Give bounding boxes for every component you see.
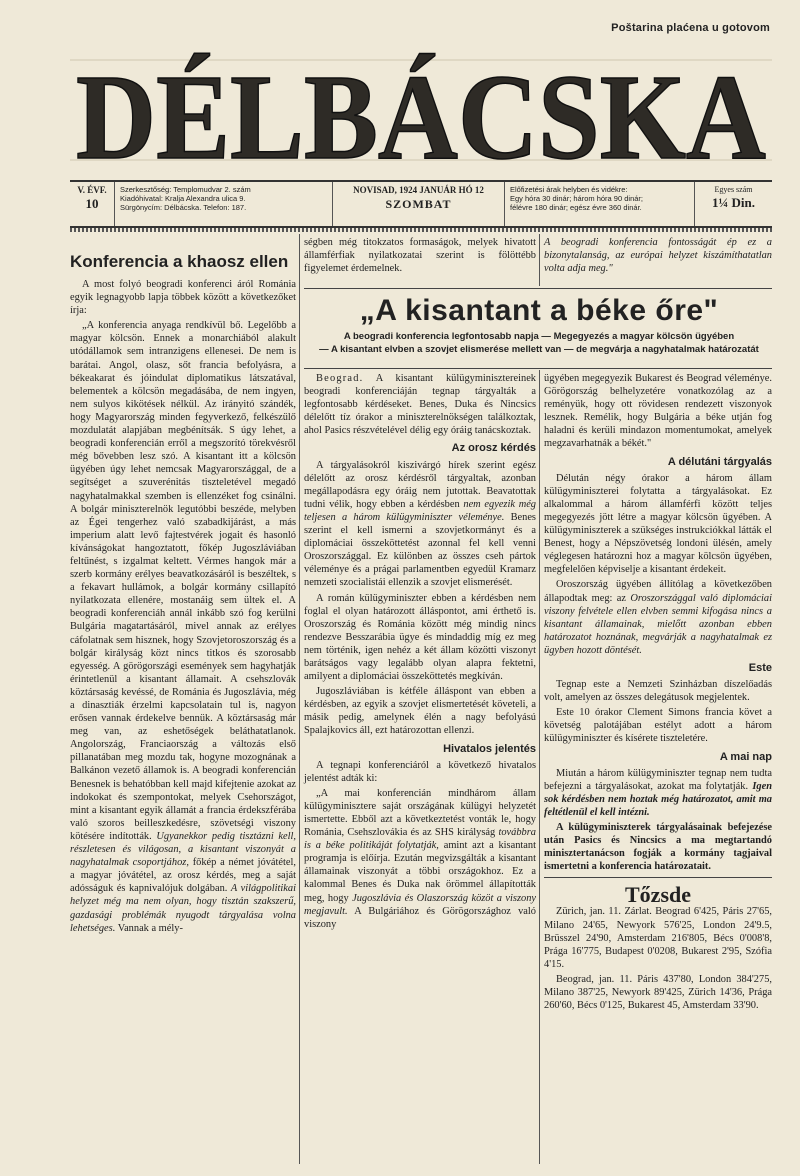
paragraph: A beogradi konferencia fontosságát ép ez a bizonytalanság, az európai helyzet kiszámíthatatlan volta adja meg.": [544, 237, 772, 275]
headline-subtitle: — A kisantant elvben a szovjet elismerése mellett van — de megvárja a nagyhatalmak határozatát: [319, 344, 759, 355]
paragraph: A külügyminiszterek tárgyalásainak befejezése után Pasics és Nincsics a ma megtartandó minisztertanácson fogják a kormány tagjaival ismertetni a konferencia határozatait.: [544, 822, 772, 873]
italic-run: Oroszországgal való diplomáciai viszony felvétele ellen elvben semmi kifogása nincs a kisantant államainak, mielőtt azonban ebben határozatot hoznának, megvárják a nagyhatalmak ez ügyben hozott döntését.: [544, 592, 772, 656]
price-box: [695, 182, 772, 226]
headline-subtitle: A beogradi konferencia legfontosabb napja — Megegyezés a magyar kölcsön ügyében: [343, 331, 735, 342]
text-run: A kisantant külügyminisztereinek beogradi konferenciáján tegnap tárgyalták a legfontosabb kérdéseket. Benes, Duka és Nincsics délelőtt tíz órakor a miniszterelnökségen találkoztak, ahol Pasics részvételével délig egy óráig tanácskoztak.: [304, 373, 536, 437]
volume-label: V. ÉVF.: [77, 185, 107, 195]
paragraph: ségben még titokzatos formaságok, melyek hivatott államférfiak nyilatkozatai szerint is fölöttébb figyelemet érdemelnek.: [304, 237, 536, 275]
italic-run: A világpolitikai helyzet még ma nem olyan, hogy tisztán szakszerű, gazdasági problémák nyugodt tárgyalása volna lehetséges.: [70, 883, 296, 934]
subscription-box: [505, 182, 695, 226]
tozsde-heading: Tőzsde: [625, 882, 691, 908]
text-run: főkép a német jóvátétel, a magyar jóvátétel, az orosz kérdés, meg a saját adósságuk és kapnivalójuk dolgában.: [70, 857, 296, 895]
masthead-title: DÉLBÁCSKA: [76, 50, 766, 178]
price-value: 1¼ Din.: [712, 195, 755, 210]
headline-rule: [304, 288, 772, 289]
italic-run: nem egyezik még teljesen a három külügyminiszter véleménye.: [304, 498, 537, 523]
paragraph: A most folyó beogradi konferenci áról Románia egyik legnagyobb lapja többek között a következőket írja:: [70, 279, 296, 317]
italic-run: Jugoszlávia és Olaszország közöt a viszony megjavult.: [304, 892, 536, 917]
text-run: „A konferencia anyaga rendkívül bő. Legelőbb a magyar kölcsön. Ennek a monarchiából alakult utódállamok sem intranzigens ellenesei. De nem is barátai. Angol, olasz, sőt francia befolyásra, a békeakarat és jóindulat diplomatikus látszatával, belementek a kölcsön megadásába, de nem ingyen, nem sulyos kikötések nélkül. Az irányitó szándék, hogy Magyarország minden fegyverkező, felkészülő mozdulatát alapjában megbénítsák. S úgy lehet, a beogradi konferencián erről a megszorító törekvésről még bővebben lesz szó. A kisantant itt a kölcsön ügyében úgy lehet nemcsak Magyarországgal, de a segítséget a szuverénitás tiszteletével megadó nagyhatalmakkal szemben is ellenzéket fog csinálni. A bolgár miniszterelnök legutóbbi beszéde, melyben az Égei tengerhez való szabadkijárást, a más imperium alatt levő fajtestvérek jogait és hasonló kívánságokat hangoztatott, főkép Jugoszláviában feltűnést, s izgalmat keltett. Vérmes hangok már a szerb kormány erélyes beavatkozásáról is beszéltek, s a fekavart hullámok, a bolgár kormány csillapító nyilatkozata ellenére, mostanáig sem ültek el. A beogradi konferenciáh annál inkább szó fog kerülni Bulgária magatartásáról, mivel annak az erélyes cáfolatnak sem hisznek, hogy Szovjetoroszország és a bolgár királyság közt nincs titkos és szorosabb egyesség. A görögországi események sem hagyhatják érintetlenül a kisantant államait. A csehszlovák köztársaság kevéssé, de Románia és Jugoszlávia, még a dinasztiák érzelmi kapcsolatain tul is, nagyon erősen vannak érdekelve bennük. A köztársaság már meg van, az eshetőségek beláthatatlanok. Angolország, Franciaország a változás első pillanatában meg mozdu tak, hogyne mozognának a Balkánon vezető államok is. A beogradi konferencián Benesnek is behatóbban kell majd kifejtenie azokat az indokokat és szempontokat, melyek Csehországot, mint a kisantant egyik államát a francia érdekszférába való szoros beilleszkedésre, szövetségi viszony kötésére indították.: [70, 320, 296, 842]
issue-number: 10: [85, 196, 99, 211]
subheading: Az orosz kérdés: [451, 442, 536, 455]
text-run: „A mai konferencián mindhárom állam külügyminisztere saját országának külügyi helyzetét ismertette. Ebből azt a következtetést vonták le, hogy Románia, Csehszlovákia és az SHS királyság: [304, 787, 536, 839]
masthead-logo: [70, 40, 772, 178]
article-kisantant-col3: [544, 372, 772, 1014]
issue-day: SZOMBAT: [385, 197, 452, 211]
paragraph: A román külügyminiszter ebben a kérdésben nem foglal el olyan határozott álláspontot, ami érthető is. Oroszország és Románia között még mindig nincs rendezve Besszarábia ügye és mindaddig míg ez meg nem történik, igen nehéz a két állam közötti viszonyt barátságos vagy legalább olyan alapra fektetni, amilyent a diplomáciai összeköttetés megkíván.: [304, 592, 536, 683]
office-line: Szerkesztőség: Templomudvar 2. szám: [120, 185, 251, 194]
paragraph: A tegnapi konferenciáról a következő hivatalos jelentést adták ki:: [304, 759, 536, 784]
subheading: Hivatalos jelentés: [443, 742, 536, 755]
postage-note: Poštarina plaćena u gotovom: [611, 22, 770, 34]
column-divider: [539, 370, 540, 1164]
volume-box: [70, 182, 115, 226]
dateline: Beograd.: [316, 373, 364, 384]
header-rule: [70, 228, 772, 232]
text-run: Oroszország ügyében állítólag a következőben állapodtak meg: az: [544, 579, 772, 604]
paragraph: [70, 319, 296, 934]
italic-run: Ugyanekkor pedig tisztázni kell, részletesen és világosan, a kisantant viszonyát a nagyhatalmak csoportjához,: [70, 830, 296, 869]
article-heading: Konferencia a khaosz ellen: [70, 252, 289, 271]
paragraph: Délután négy órakor a három állam külügyminiszterei folytatta a tárgyalásokat. Ez alkalommal a három államférfi között teljes megegyezés jött létre a magyar kölcsön ügyében. A külügyminiszterek a szükséges instrukciókkal látták el Benest, hogy a Népszövetség londoni ülésén, amely véglegesen határozni hoz a magyar kölcsön ügyében, megfelelően képviselje a kisantant érdekeit.: [544, 472, 772, 576]
paragraph: [304, 787, 536, 931]
column-divider: [539, 234, 540, 286]
paragraph: Este 10 órakor Clement Simons francia követ a követség palotájában estélyt adott a három külügyminiszter és kísérete tiszteletére.: [544, 707, 772, 745]
text-run: A tárgyalásokról kiszivárgó hírek szerint egész délelőtt az orosz kérdésről tárgyaltak, azonban megállapodásra egy óráig nem jutottak. Beavatottak tudni vélik, hogy ebben a kérdésben: [304, 459, 536, 510]
main-headline: [304, 293, 774, 355]
exchange-beograd: Beograd, jan. 11. Páris 437'80, London 384'275, Milano 387'25, Newyork 89'425, Zürich 14'36, Prága 260'60, Bécs 0'125, Bukarest 45, Amsterdam 33'90.: [544, 973, 772, 1012]
paragraph: [304, 372, 536, 437]
office-box: [115, 182, 333, 226]
price-label: Egyes szám: [714, 185, 753, 194]
paragraph: [544, 578, 772, 657]
paragraph: Tegnap este a Nemzeti Szinházban díszelőadás volt, amelyen az összes delegátusok megjelentek.: [544, 679, 772, 704]
subheading: A mai nap: [719, 750, 772, 763]
subheading: Este: [748, 661, 772, 674]
headline-title: „A kisantant a béke őre": [359, 294, 719, 327]
office-line: Sürgönycím: Délbácska. Telefon: 187.: [120, 203, 247, 212]
article-kisantant-col2: [304, 372, 536, 933]
article-konferencia: [70, 252, 296, 937]
paragraph: [304, 459, 536, 590]
text-run: Vannak a mély-: [117, 922, 183, 934]
subscription-line: félévre 180 dinár; egész évre 360 dinár.: [510, 203, 642, 212]
article-continuation: [304, 236, 536, 277]
subscription-line: Előfizetési árak helyben és vidékre:: [510, 185, 628, 194]
column-divider: [299, 234, 300, 1164]
section-rule: [544, 877, 772, 878]
article-continuation-italic: [544, 236, 772, 277]
office-line: Kiadóhivatal: Kralja Alexandra ulica 9.: [120, 194, 246, 203]
paragraph: ügyében megegyezik Bukarest és Beograd véleménye. Görögország belhelyzetére vonatkozólag az a reményük, hogy ott rövidesen rendezett viszonyok lesznek. Remélik, hogy Bulgária a béke utján fog haladni és kerüli mindazon momentumokat, amelyek megzavarhatnák a békét.": [544, 373, 772, 450]
subscription-line: Egy hóra 30 dinár; három hóra 90 dinár;: [510, 194, 643, 203]
text-run: Miután a három külügyminiszter tegnap nem tudta befejezni a tárgyalásokat, azokat ma folytatják.: [544, 767, 772, 792]
text-run: amint azt a kisantant programja is előírja. Ezután megvizsgálták a kisantant államainak viszonyát a többi országokhoz. Ez a kalommal Benes és Duka nak örömmel állapították meg, hogy: [304, 840, 536, 904]
paragraph: Jugoszláviában is kétféle álláspont van ebben a kérdésben, az egyik a szovjet elismertetését követeli, a másik pedig, amelynek élén a nagy befolyású Spalajkovics áll, ezt határozottan ellenzi.: [304, 686, 536, 737]
date-box: [333, 182, 505, 226]
headline-rule: [304, 368, 772, 369]
text-run: A Bulgáriához és Görögországhoz való viszony: [304, 905, 536, 930]
italic-run: Igen sok kérdésben nem hoztak még határozatot, amit ma feltétlenül el kell intézni.: [544, 780, 772, 818]
masthead: [70, 40, 772, 178]
paragraph: [544, 767, 772, 819]
text-run: Benes szerint el kell ismerni a szovjetkormányt és a diplomáciai összeköttetést azonnal fel kell venni Oroszországgal. Ez különben az összes cseh pártok véleménye és a prágai parlamentben egyedül Kramarz nemzeti szocialistái ellenzik a szovjet elismerését.: [304, 511, 536, 589]
italic-run: továbbra is a béke politikáját folytatják,: [304, 827, 536, 852]
subheading: A délutáni tárgyalás: [667, 455, 772, 468]
issue-date: NOVISAD, 1924 JANUÁR HÓ 12: [353, 185, 484, 195]
exchange-zurich: Zürich, jan. 11. Zárlat. Beograd 6'425, Páris 27'65, Milano 24'65, Newyork 576'25, London 24'9.5, Brüsszel 24'90, Amsterdam 216'805, Bécs 0'008'8, Prága 16'775, Budapest 0'0208, Bukarest 2'95, Szófia 4'15.: [544, 906, 772, 970]
header-info-bar: [70, 180, 772, 228]
